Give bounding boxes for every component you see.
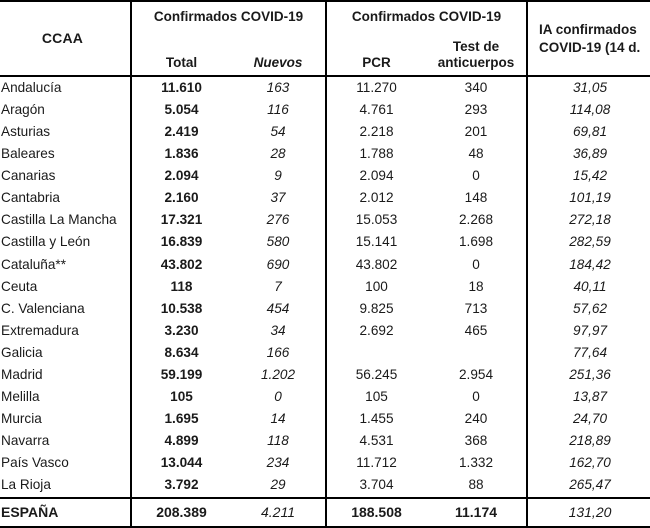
new-cases-cell: 34 [231,320,326,342]
region-name-cell: Cataluña** [0,254,131,276]
table-row [0,431,650,453]
incidence-rate-cell: 162,70 [527,453,650,475]
new-cases-cell: 166 [231,342,326,364]
region-name-cell: La Rioja [0,475,131,498]
total-cases-cell: 3.792 [131,475,231,498]
region-name-cell: Navarra [0,431,131,453]
region-name-cell: Asturias [0,121,131,143]
new-cases-cell: 54 [231,121,326,143]
pcr-cases-cell: 188.508 [326,498,426,527]
table-row [0,276,650,298]
new-cases-cell: 116 [231,99,326,121]
total-cases-cell: 13.044 [131,453,231,475]
antibody-test-cases-cell: 0 [426,165,527,187]
pcr-cases-cell [326,342,426,364]
antibody-test-cases-cell: 1.698 [426,232,527,254]
table-row [0,76,650,99]
total-cases-cell: 3.230 [131,320,231,342]
table-row [0,254,650,276]
table-row [0,320,650,342]
header-row-group [0,1,650,33]
table-row [0,386,650,408]
pcr-cases-cell: 11.270 [326,76,426,99]
total-cases-cell: 105 [131,386,231,408]
total-cases-cell: 8.634 [131,342,231,364]
total-cases-cell: 5.054 [131,99,231,121]
region-name-cell: ESPAÑA [0,498,131,527]
pcr-cases-cell: 2.094 [326,165,426,187]
pcr-cases-cell: 1.455 [326,408,426,430]
table-header [0,1,650,76]
pcr-cases-cell: 105 [326,386,426,408]
incidence-rate-cell: 101,19 [527,187,650,209]
new-cases-cell: 28 [231,143,326,165]
table-row [0,232,650,254]
antibody-test-cases-cell: 2.954 [426,364,527,386]
table-total-row [0,498,650,527]
incidence-rate-cell: 36,89 [527,143,650,165]
table-row [0,210,650,232]
incidence-rate-cell: 131,20 [527,498,650,527]
region-name-cell: Castilla La Mancha [0,210,131,232]
table-row [0,408,650,430]
incidence-rate-cell: 218,89 [527,431,650,453]
total-cases-cell: 43.802 [131,254,231,276]
column-header-test-anticuerpos: Test de anticuerpos [426,33,527,76]
total-cases-cell: 11.610 [131,76,231,99]
new-cases-cell: 163 [231,76,326,99]
new-cases-cell: 14 [231,408,326,430]
incidence-rate-cell: 57,62 [527,298,650,320]
new-cases-cell: 454 [231,298,326,320]
pcr-cases-cell: 9.825 [326,298,426,320]
region-name-cell: Cantabria [0,187,131,209]
total-cases-cell: 1.695 [131,408,231,430]
incidence-rate-cell: 40,11 [527,276,650,298]
antibody-test-cases-cell: 2.268 [426,210,527,232]
new-cases-cell: 276 [231,210,326,232]
new-cases-cell: 1.202 [231,364,326,386]
total-cases-cell: 10.538 [131,298,231,320]
table-row [0,187,650,209]
column-header-total: Total [131,33,231,76]
pcr-cases-cell: 3.704 [326,475,426,498]
antibody-test-cases-cell: 368 [426,431,527,453]
total-cases-cell: 59.199 [131,364,231,386]
region-name-cell: Canarias [0,165,131,187]
total-cases-cell: 2.419 [131,121,231,143]
region-name-cell: Aragón [0,99,131,121]
antibody-test-cases-cell [426,342,527,364]
column-header-ccaa: CCAA [0,1,131,76]
table-row [0,364,650,386]
table-row [0,143,650,165]
pcr-cases-cell: 11.712 [326,453,426,475]
antibody-test-cases-cell: 11.174 [426,498,527,527]
region-name-cell: Extremadura [0,320,131,342]
total-cases-cell: 17.321 [131,210,231,232]
new-cases-cell: 0 [231,386,326,408]
antibody-test-cases-cell: 148 [426,187,527,209]
incidence-rate-cell: 184,42 [527,254,650,276]
column-header-nuevos: Nuevos [231,33,326,76]
table-body [0,76,650,527]
new-cases-cell: 234 [231,453,326,475]
pcr-cases-cell: 2.692 [326,320,426,342]
antibody-test-cases-cell: 48 [426,143,527,165]
region-name-cell: C. Valenciana [0,298,131,320]
pcr-cases-cell: 56.245 [326,364,426,386]
pcr-cases-cell: 15.141 [326,232,426,254]
total-cases-cell: 208.389 [131,498,231,527]
region-name-cell: Castilla y León [0,232,131,254]
table-row [0,298,650,320]
antibody-test-cases-cell: 201 [426,121,527,143]
antibody-test-cases-cell: 713 [426,298,527,320]
antibody-test-cases-cell: 0 [426,254,527,276]
incidence-rate-cell: 31,05 [527,76,650,99]
new-cases-cell: 690 [231,254,326,276]
incidence-rate-cell: 77,64 [527,342,650,364]
antibody-test-cases-cell: 0 [426,386,527,408]
pcr-cases-cell: 4.761 [326,99,426,121]
new-cases-cell: 9 [231,165,326,187]
pcr-cases-cell: 15.053 [326,210,426,232]
table-row [0,121,650,143]
table-row [0,99,650,121]
table-row [0,165,650,187]
table-row [0,342,650,364]
antibody-test-cases-cell: 18 [426,276,527,298]
antibody-test-cases-cell: 240 [426,408,527,430]
incidence-rate-cell: 265,47 [527,475,650,498]
antibody-test-cases-cell: 1.332 [426,453,527,475]
new-cases-cell: 118 [231,431,326,453]
region-name-cell: Madrid [0,364,131,386]
incidence-rate-cell: 251,36 [527,364,650,386]
table-row [0,475,650,498]
antibody-test-cases-cell: 340 [426,76,527,99]
new-cases-cell: 29 [231,475,326,498]
incidence-rate-cell: 69,81 [527,121,650,143]
total-cases-cell: 118 [131,276,231,298]
table-row [0,453,650,475]
new-cases-cell: 37 [231,187,326,209]
new-cases-cell: 580 [231,232,326,254]
new-cases-cell: 4.211 [231,498,326,527]
pcr-cases-cell: 43.802 [326,254,426,276]
region-name-cell: Galicia [0,342,131,364]
region-name-cell: Murcia [0,408,131,430]
pcr-cases-cell: 2.012 [326,187,426,209]
pcr-cases-cell: 100 [326,276,426,298]
incidence-rate-cell: 24,70 [527,408,650,430]
column-header-ia-confirmados: IA confirmados COVID-19 (14 d. [527,1,650,76]
region-name-cell: Andalucía [0,76,131,99]
total-cases-cell: 2.160 [131,187,231,209]
antibody-test-cases-cell: 465 [426,320,527,342]
incidence-rate-cell: 97,97 [527,320,650,342]
antibody-test-cases-cell: 293 [426,99,527,121]
antibody-test-cases-cell: 88 [426,475,527,498]
incidence-rate-cell: 114,08 [527,99,650,121]
new-cases-cell: 7 [231,276,326,298]
total-cases-cell: 1.836 [131,143,231,165]
total-cases-cell: 4.899 [131,431,231,453]
region-name-cell: País Vasco [0,453,131,475]
column-group-header-confirmados-total: Confirmados COVID-19 [131,1,326,33]
region-name-cell: Ceuta [0,276,131,298]
incidence-rate-cell: 15,42 [527,165,650,187]
incidence-rate-cell: 282,59 [527,232,650,254]
column-header-pcr: PCR [326,33,426,76]
pcr-cases-cell: 1.788 [326,143,426,165]
incidence-rate-cell: 272,18 [527,210,650,232]
incidence-rate-cell: 13,87 [527,386,650,408]
total-cases-cell: 2.094 [131,165,231,187]
pcr-cases-cell: 4.531 [326,431,426,453]
pcr-cases-cell: 2.218 [326,121,426,143]
total-cases-cell: 16.839 [131,232,231,254]
region-name-cell: Melilla [0,386,131,408]
region-name-cell: Baleares [0,143,131,165]
column-group-header-confirmados-pcr: Confirmados COVID-19 [326,1,527,33]
